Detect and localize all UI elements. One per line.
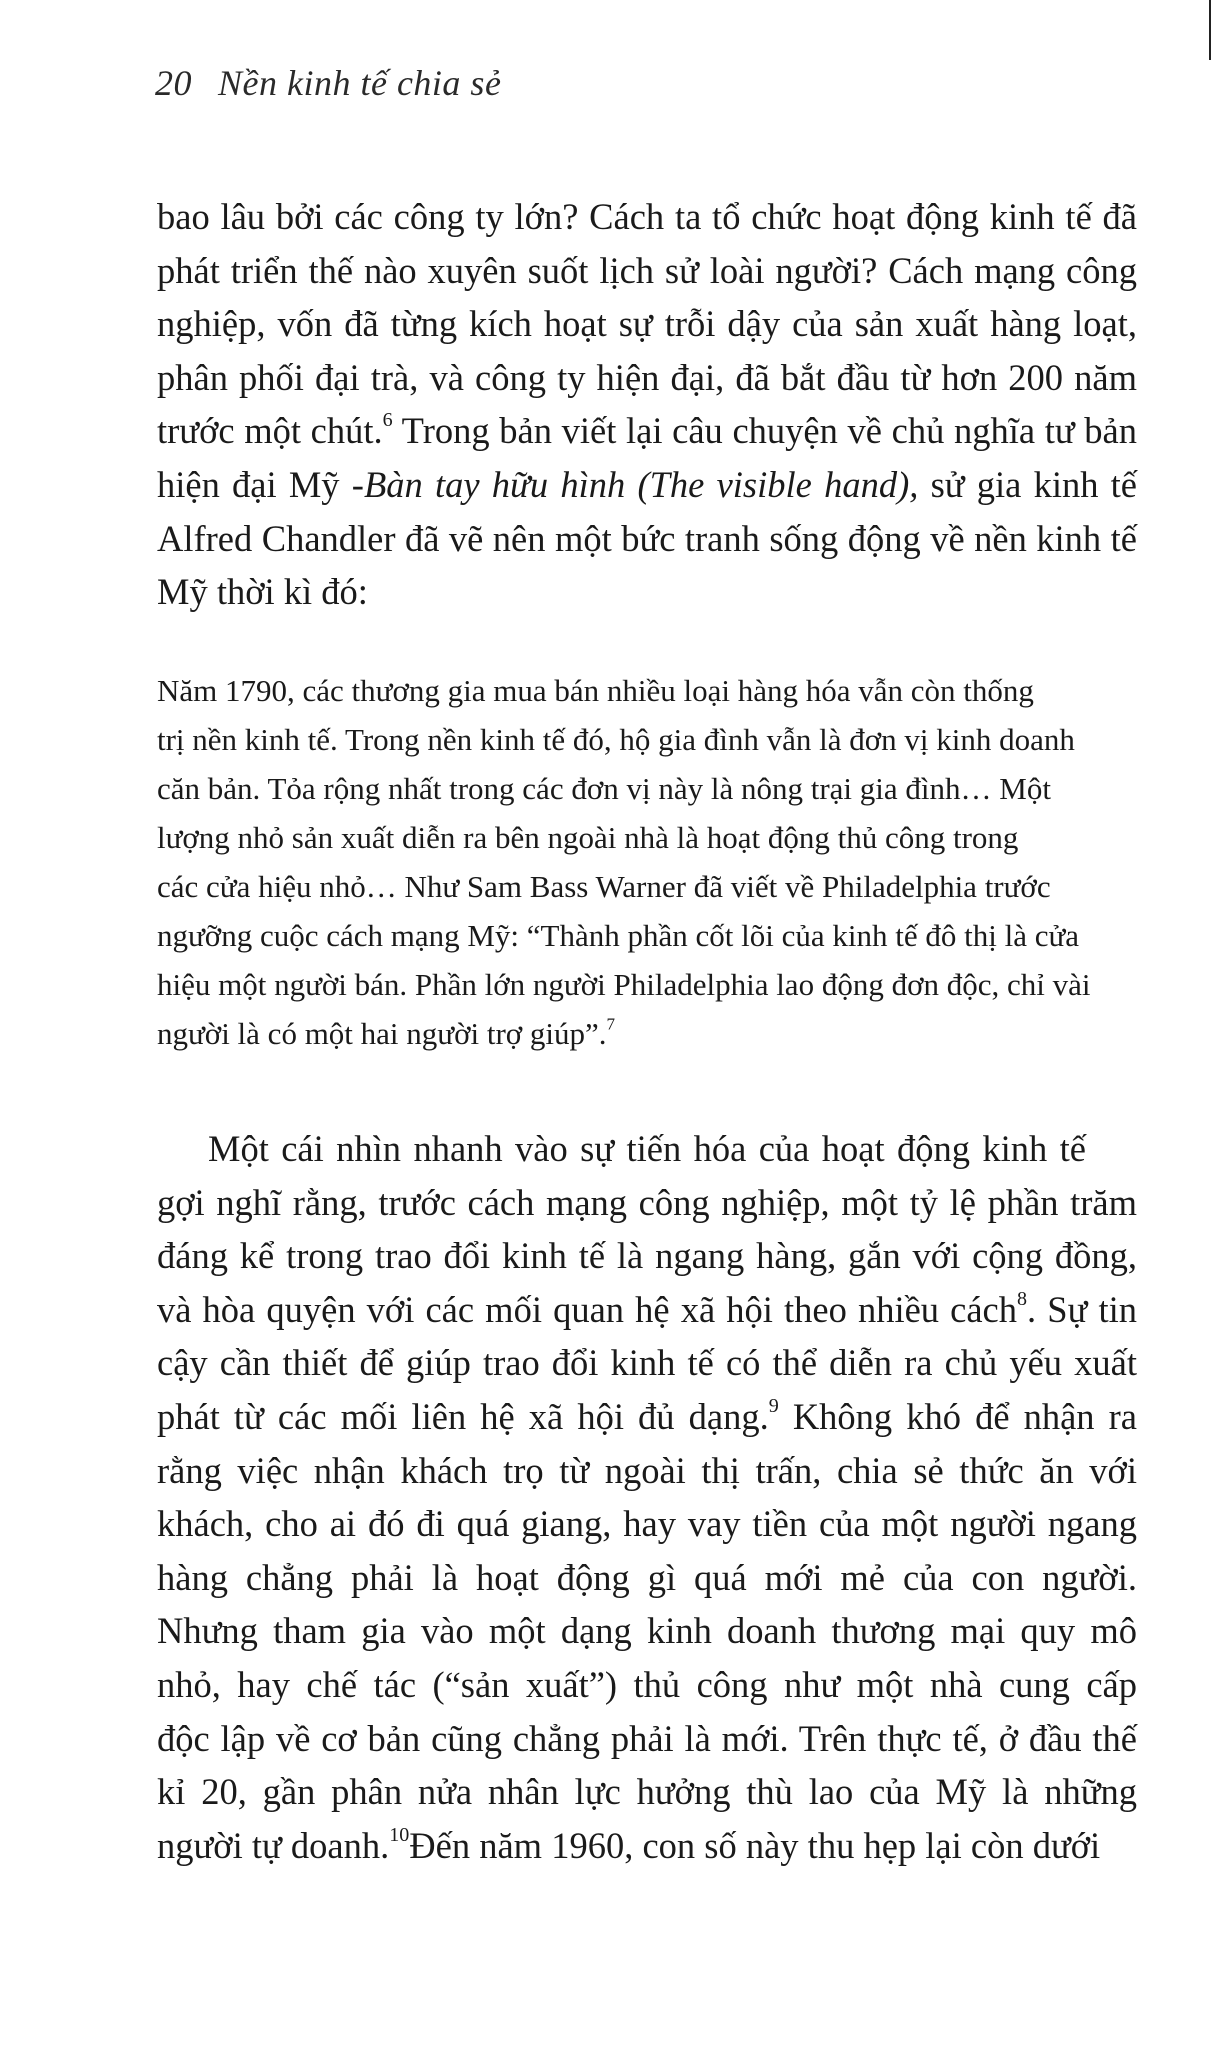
paragraph-1-line-3: nghiệp, vốn đã từng kích hoạt sự trỗi dậy của sản xuất hàng loạt,: [157, 303, 1137, 345]
footnote-ref-7: 7: [606, 1014, 616, 1034]
running-title: Nền kinh tế chia sẻ: [218, 63, 502, 103]
quote-line-4: lượng nhỏ sản xuất diễn ra bên ngoài nhà là hoạt động thủ công trong: [157, 820, 1019, 855]
text-fragment: phát từ các mối liên hệ xã hội đủ dạng.: [157, 1395, 769, 1437]
text-fragment: người tự doanh.: [157, 1824, 390, 1866]
paragraph-2-line-12: độc lập về cơ bản cũng chẳng phải là mới. Trên thực tế, ở đầu thế: [157, 1717, 1137, 1759]
paragraph-1-line-2: phát triển thế nào xuyên suốt lịch sử loài người? Cách mạng công: [157, 249, 1137, 291]
footnote-ref-9: 9: [768, 1394, 779, 1417]
text-fragment: sử gia kinh tế: [918, 463, 1138, 505]
paragraph-1-line-8: Mỹ thời kì đó:: [157, 571, 368, 613]
paragraph-2-line-5: cậy cần thiết để giúp trao đổi kinh tế có thể diễn ra chủ yếu xuất: [157, 1342, 1137, 1384]
text-fragment: Đến năm 1960, con số này thu hẹp lại còn dưới: [409, 1824, 1101, 1866]
text-fragment: hiện đại Mỹ -: [157, 463, 364, 505]
quote-line-8: [157, 1009, 1137, 1058]
block-quote: [157, 666, 1137, 1058]
text-fragment: Trong bản viết lại câu chuyện về chủ nghĩa tư bản: [392, 410, 1137, 452]
paragraph-2-line-9: hàng chẳng phải là hoạt động gì quá mới mẻ của con người.: [157, 1556, 1137, 1598]
paragraph-2-line-10: Nhưng tham gia vào một dạng kinh doanh thương mại quy mô: [157, 1610, 1137, 1652]
paragraph-2-line-4: [157, 1283, 1137, 1337]
quote-line-5: các cửa hiệu nhỏ… Như Sam Bass Warner đã viết về Philadelphia trước: [157, 869, 1051, 904]
text-fragment: người là có một hai người trợ giúp”.: [157, 1016, 607, 1051]
paragraph-2-line-2: gợi nghĩ rằng, trước cách mạng công nghiệp, một tỷ lệ phần trăm: [157, 1181, 1137, 1223]
quote-line-6: ngưỡng cuộc cách mạng Mỹ: “Thành phần cốt lõi của kinh tế đô thị là cửa: [157, 918, 1080, 953]
paragraph-1-line-7: Alfred Chandler đã vẽ nên một bức tranh sống động về nền kinh tế: [157, 517, 1137, 559]
text-fragment: . Sự tin: [1027, 1288, 1138, 1330]
paragraph-2-line-7: rằng việc nhận khách trọ từ ngoài thị trấn, chia sẻ thức ăn với: [157, 1449, 1137, 1491]
paragraph-2-line-3: đáng kể trong trao đổi kinh tế là ngang hàng, gắn với cộng đồng,: [157, 1235, 1137, 1277]
paragraph-1-line-5: [157, 404, 1137, 458]
paragraph-1: [157, 190, 1137, 619]
footnote-ref-10: 10: [389, 1823, 410, 1846]
paragraph-2-line-1: Một cái nhìn nhanh vào sự tiến hóa của hoạt động kinh tế: [208, 1128, 1086, 1169]
paragraph-2-line-13: kỉ 20, gần phân nửa nhân lực hưởng thù lao của Mỹ là những: [157, 1771, 1137, 1813]
running-header: [155, 62, 501, 104]
paragraph-1-line-6: [157, 458, 1137, 512]
text-fragment: Không khó để nhận ra: [778, 1395, 1137, 1437]
paragraph-2-line-6: [157, 1390, 1137, 1444]
paragraph-1-line-4: phân phối đại trà, và công ty hiện đại, đã bắt đầu từ hơn 200 năm: [157, 356, 1137, 398]
page-number: 20: [155, 63, 192, 103]
text-fragment: trước một chút.: [157, 410, 383, 452]
quote-line-3: căn bản. Tỏa rộng nhất trong các đơn vị này là nông trại gia đình… Một: [157, 771, 1051, 806]
footnote-ref-8: 8: [1017, 1287, 1028, 1310]
page-edge-line: [1209, 0, 1211, 60]
paragraph-2-line-11: nhỏ, hay chế tác (“sản xuất”) thủ công như một nhà cung cấp: [157, 1663, 1137, 1705]
paragraph-2-line-8: khách, cho ai đó đi quá giang, hay vay tiền của một người ngang: [157, 1503, 1137, 1545]
text-fragment: và hòa quyện với các mối quan hệ xã hội theo nhiều cách: [157, 1288, 1018, 1330]
quote-line-2: trị nền kinh tế. Trong nền kinh tế đó, hộ gia đình vẫn là đơn vị kinh doanh: [157, 722, 1075, 757]
paragraph-1-line-1: bao lâu bởi các công ty lớn? Cách ta tổ chức hoạt động kinh tế đã: [157, 196, 1137, 237]
quote-line-1: Năm 1790, các thương gia mua bán nhiều loại hàng hóa vẫn còn thống: [157, 673, 1034, 708]
book-title-italic: Bàn tay hữu hình (The visible hand),: [363, 463, 919, 505]
paragraph-2: [157, 1122, 1137, 1872]
quote-line-7: hiệu một người bán. Phần lớn người Philadelphia lao động đơn độc, chỉ vài: [157, 967, 1091, 1002]
footnote-ref-6: 6: [382, 409, 393, 432]
paragraph-2-line-14: [157, 1819, 1137, 1873]
